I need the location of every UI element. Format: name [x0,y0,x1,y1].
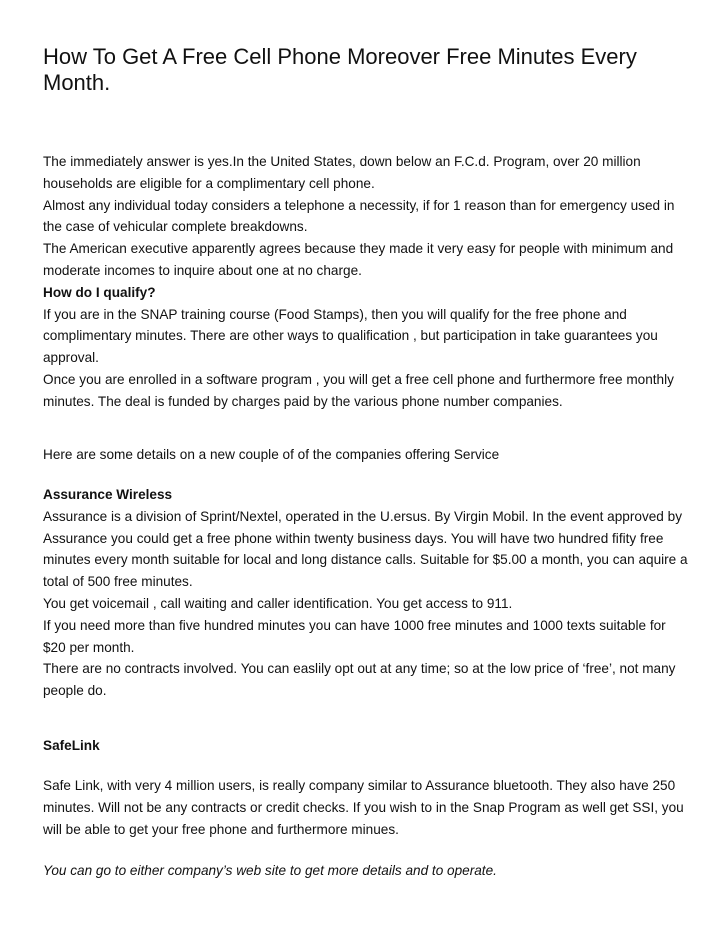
assurance-section [43,484,688,702]
qualify-paragraph: If you are in the SNAP training course (Food Stamps), then you will qualify for the free phone and complimentary minutes. There are other ways to qualification , but participation in take guarantees you approval. [43,306,658,366]
assurance-paragraph: If you need more than five hundred minutes you can have 1000 free minutes and 1000 texts suitable for $20 per month. [43,617,666,655]
qualify-heading: How do I qualify? [43,284,156,300]
closing-note: You can go to either company’s web site to get more details and to operate. [43,863,497,878]
assurance-heading: Assurance Wireless [43,487,173,502]
closing-section [43,860,688,882]
intro-paragraph: Almost any individual today considers a telephone a necessity, if for 1 reason than for emergency used in the case of vehicular complete breakdowns. [43,197,675,235]
safelink-heading-section [43,735,688,757]
safelink-paragraph: Safe Link, with very 4 million users, is really company similar to Assurance bluetooth. They also have 250 minutes. Will not be any contracts or credit checks. If you wish to in the Snap Program as well get SSI, you will be able to get your free phone and furthermore minues. [43,778,684,837]
assurance-paragraph: There are no contracts involved. You can easlily opt out at any time; so at the low price of ‘free’, not many people do. [43,661,676,699]
page-title: How To Get A Free Cell Phone Moreover Free Minutes Every Month. [43,44,637,95]
assurance-paragraph: Assurance is a division of Sprint/Nextel, operated in the U.ersus. By Virgin Mobil. In the event approved by Assurance you could get a free phone within twenty business days. You will have two hundred fifity free minutes every month suitable for local and long distance calls. Suitable for $5.00 a month, you can aquire a total of 500 free minutes. [43,508,688,590]
safelink-heading: SafeLink [43,738,100,753]
details-intro: Here are some details on a new couple of of the companies offering Service [43,447,500,462]
safelink-section [43,775,688,840]
intro-section [43,151,688,413]
intro-paragraph: The immediately answer is yes.In the United States, down below an F.C.d. Program, over 20 million households are eligible for a complimentary cell phone. [43,154,641,191]
assurance-paragraph: You get voicemail , call waiting and caller identification. You get access to 911. [43,595,513,611]
intro-paragraph: The American executive apparently agrees because they made it very easy for people with minimum and moderate incomes to inquire about one at no charge. [43,241,674,278]
qualify-paragraph: Once you are enrolled in a software program , you will get a free cell phone and furthermore free monthly minutes. The deal is funded by charges paid by the various phone number companies. [43,371,674,409]
details-intro-section [43,444,688,466]
